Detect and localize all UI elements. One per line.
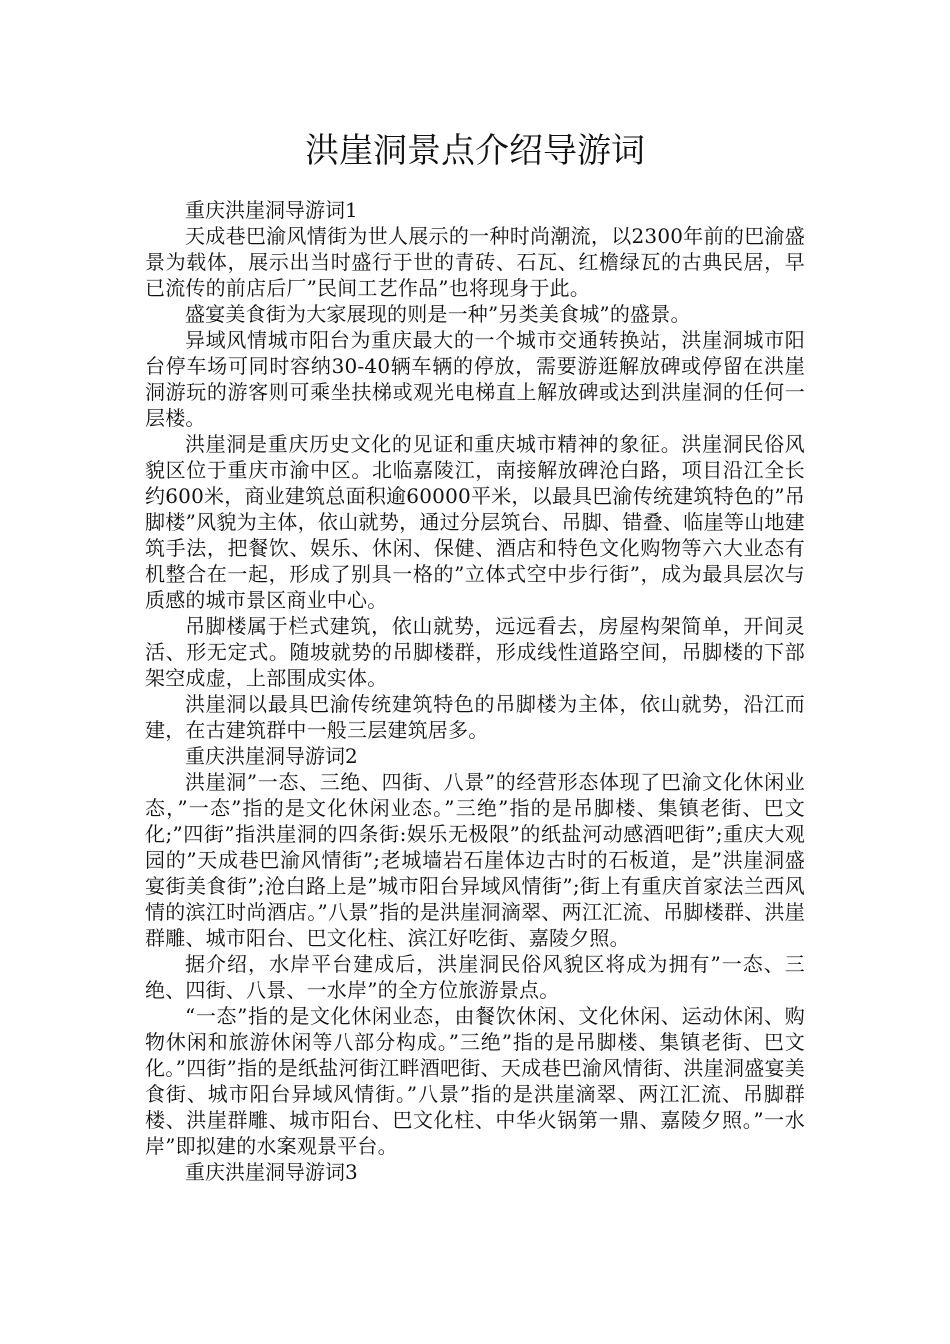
paragraph: 洪崖洞是重庆历史文化的见证和重庆城市精神的象征。洪崖洞民俗风貌区位于重庆市渝中区。北临嘉陵江，南接解放碑沧白路，项目沿江全长约600米，商业建筑总面积逾60000平米，以最具巴渝传统建筑特色的”吊脚楼”风貌为主体，依山就势，通过分层筑台、吊脚、错叠、临崖等山地建筑手法，把餐饮、娱乐、休闲、保健、酒店和特色文化购物等六大业态有机整合在一起，形成了别具一格的”立体式空中步行街”，成为最具层次与质感的城市景区商业中心。 <box>145 432 805 612</box>
document-body <box>145 197 805 1185</box>
section-heading-3: 重庆洪崖洞导游词3 <box>185 1160 358 1184</box>
paragraph: 据介绍，水岸平台建成后，洪崖洞民俗风貌区将成为拥有”一态、三绝、四街、八景、一水岸”的全方位旅游景点。 <box>145 952 805 1002</box>
paragraph: 异域风情城市阳台为重庆最大的一个城市交通转换站，洪崖洞城市阳台停车场可同时容纳30-40辆车辆的停放，需要游逛解放碑或停留在洪崖洞游玩的游客则可乘坐扶梯或观光电梯直上解放碑或达到洪崖洞的任何一层楼。 <box>145 328 805 430</box>
paragraph: 洪崖洞”一态、三绝、四街、八景”的经营形态体现了巴渝文化休闲业态，”一态”指的是文化休闲业态。”三绝”指的是吊脚楼、集镇老街、巴文化;”四街”指洪崖洞的四条街:娱乐无极限”的纸盐河动感酒吧街”;重庆大观园的”天成巷巴渝风情街”;老城墙岩石崖体边古时的石板道，是”洪崖洞盛宴街美食街”;沧白路上是”城市阳台异域风情街”;街上有重庆首家法兰西风情的滨江时尚酒店。”八景”指的是洪崖洞滴翠、两江汇流、吊脚楼群、洪崖群雕、城市阳台、巴文化柱、滨江好吃街、嘉陵夕照。 <box>145 770 805 950</box>
section-heading-2: 重庆洪崖洞导游词2 <box>185 744 358 768</box>
document-title: 洪崖洞景点介绍导游词 <box>305 131 645 171</box>
paragraph: 吊脚楼属于栏式建筑，依山就势，远远看去，房屋构架简单，开间灵活、形无定式。随坡就势的吊脚楼群，形成线性道路空间，吊脚楼的下部架空成虚，上部围成实体。 <box>145 614 805 690</box>
paragraph: 洪崖洞以最具巴渝传统建筑特色的吊脚楼为主体，依山就势，沿江而建，在古建筑群中一般三层建筑居多。 <box>145 692 805 742</box>
paragraph: “一态”指的是文化休闲业态，由餐饮休闲、文化休闲、运动休闲、购物休闲和旅游休闲等八部分构成。”三绝”指的是吊脚楼、集镇老街、巴文化。”四街”指的是纸盐河街江畔酒吧街、天成巷巴渝风情街、洪崖洞盛宴美食街、城市阳台异域风情街。”八景”指的是洪崖滴翠、两江汇流、吊脚群楼、洪崖群雕、城市阳台、巴文化柱、中华火锅第一鼎、嘉陵夕照。”一水岸”即拟建的水案观景平台。 <box>145 1004 805 1158</box>
paragraph: 天成巷巴渝风情街为世人展示的一种时尚潮流，以2300年前的巴渝盛景为载体，展示出当时盛行于世的青砖、石瓦、红檐绿瓦的古典民居，早已流传的前店后厂”民间工艺作品”也将现身于此。 <box>145 224 805 300</box>
paragraph: 盛宴美食街为大家展现的则是一种”另类美食城”的盛景。 <box>185 302 691 326</box>
section-heading-1: 重庆洪崖洞导游词1 <box>185 198 358 222</box>
